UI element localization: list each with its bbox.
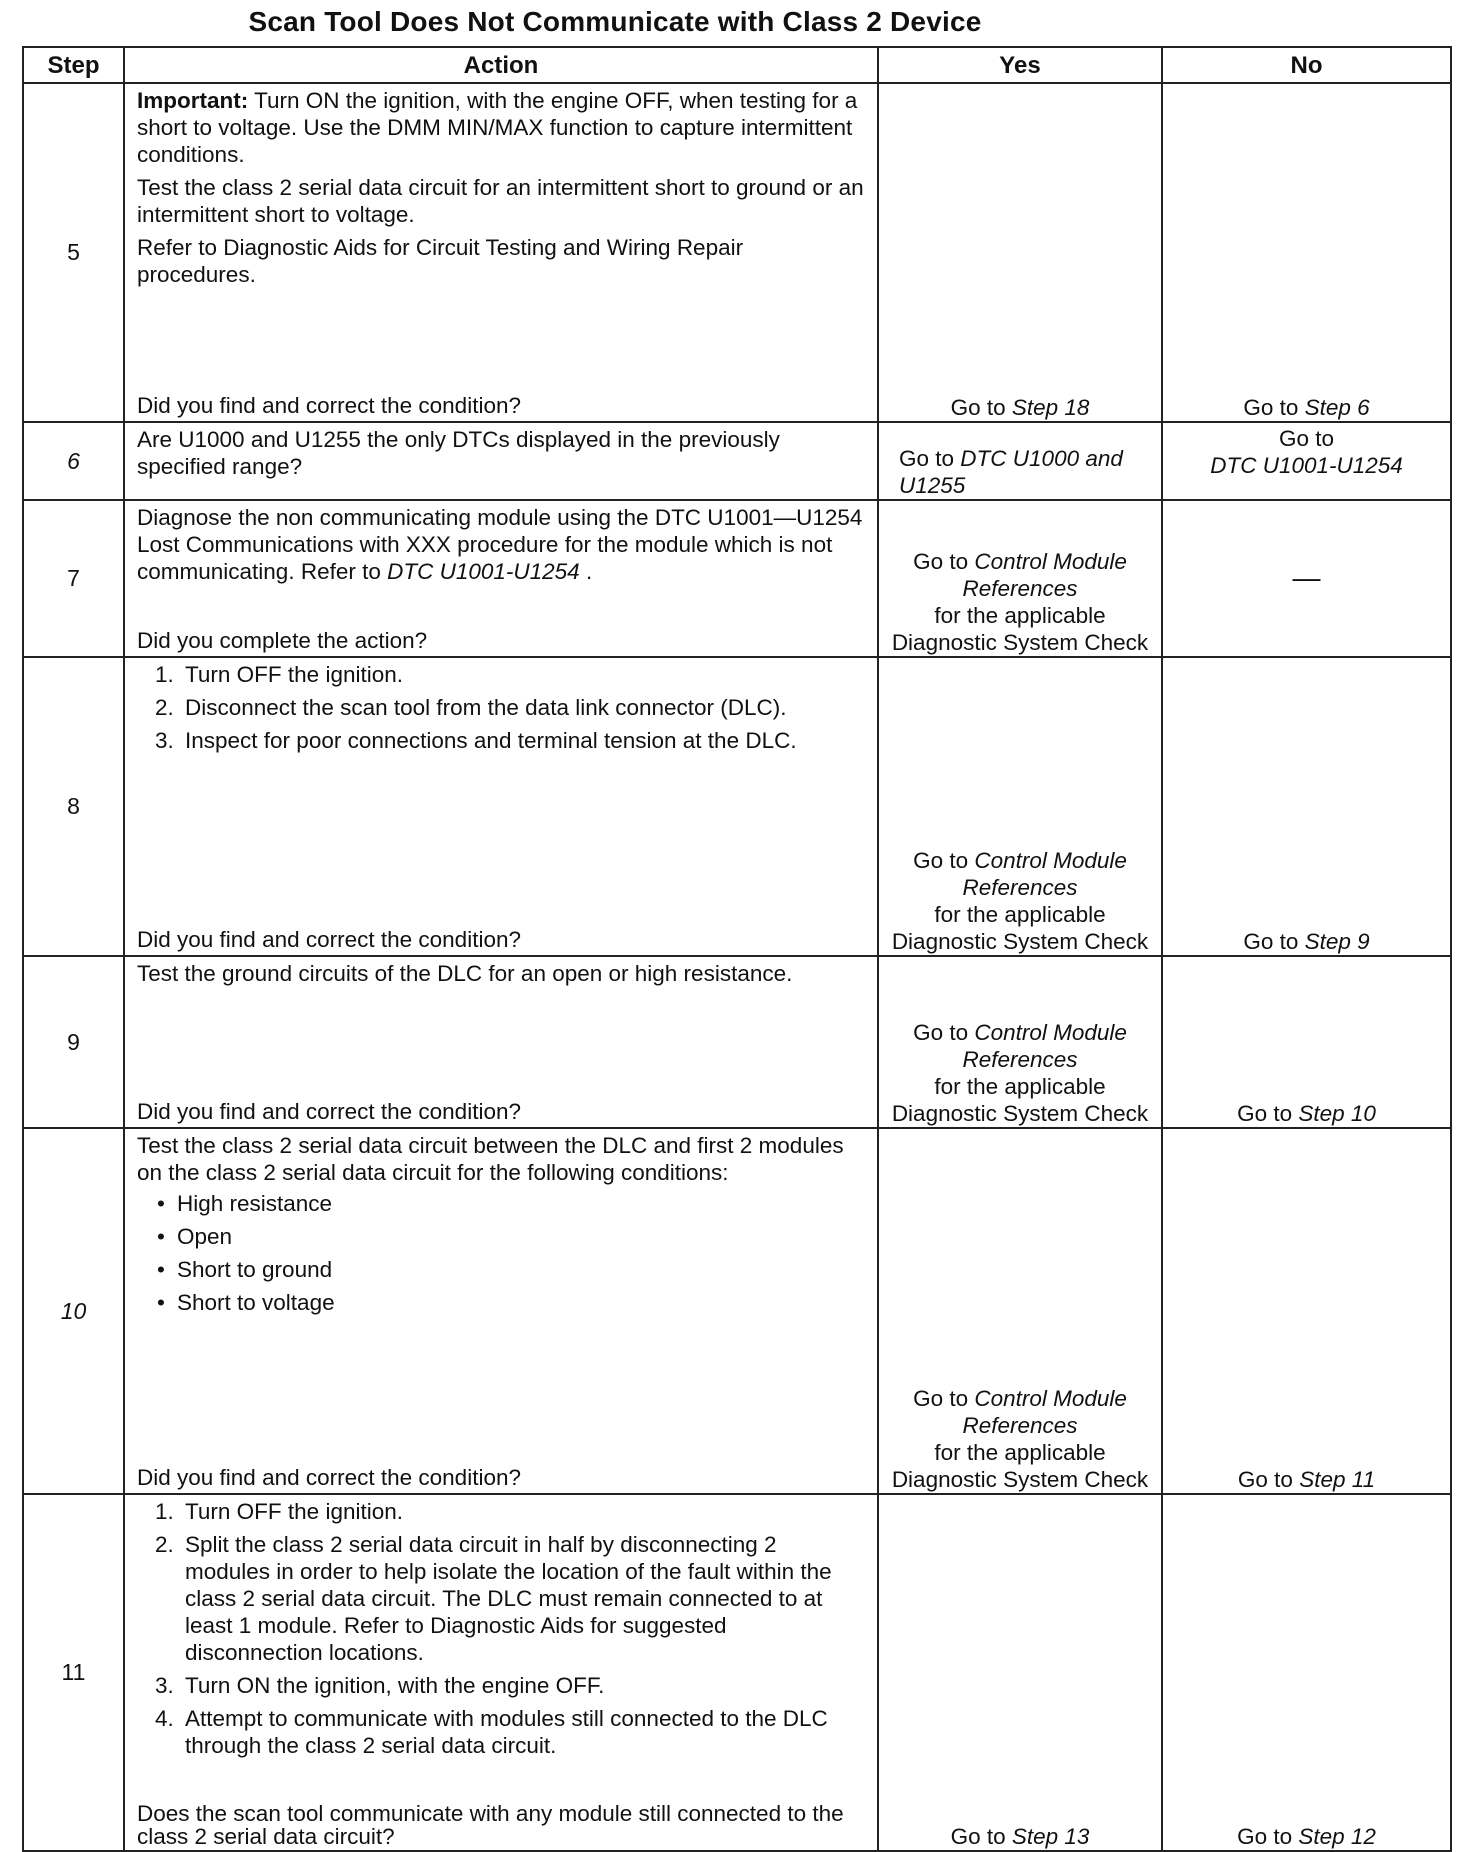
step-number: 11: [23, 1494, 124, 1851]
item-text: Disconnect the scan tool from the data link connector (DLC).: [185, 695, 787, 720]
list-item: • Short to voltage: [137, 1289, 867, 1316]
action-question: Are U1000 and U1255 the only DTCs displayed in the previously specified range?: [137, 427, 780, 479]
no-prefix: Go to: [1278, 426, 1335, 451]
action-steps: [137, 1498, 867, 1765]
action-question: Did you find and correct the condition?: [137, 1465, 521, 1490]
action-text: Test the class 2 serial data circuit for an intermittent short to ground or an intermittent short to voltage.: [137, 175, 864, 227]
yes-prefix: Go to: [913, 1386, 975, 1411]
yes-suffix: for the applicable Diagnostic System Check: [891, 1074, 1149, 1126]
item-number: 3.: [155, 1673, 174, 1698]
action-question: Did you find and correct the condition?: [137, 927, 521, 952]
no-cell: [1162, 422, 1451, 500]
yes-prefix: Go to: [913, 549, 975, 574]
item-number: 2.: [155, 1532, 174, 1557]
table-row: [23, 1494, 1451, 1851]
list-item: [137, 661, 867, 688]
yes-prefix: Go to: [950, 395, 1012, 420]
no-link[interactable]: Step 11: [1299, 1467, 1376, 1492]
table-row: [23, 657, 1451, 956]
item-number: 1.: [155, 662, 174, 687]
table-row: [23, 500, 1451, 657]
item-number: 1.: [155, 1499, 174, 1524]
action-cell: [124, 657, 878, 956]
table-row: [23, 83, 1451, 422]
no-cell: [1162, 956, 1451, 1128]
step-number: 9: [23, 956, 124, 1128]
no-cell: [1162, 1128, 1451, 1494]
no-link[interactable]: DTC U1001-U1254: [1210, 453, 1403, 478]
yes-link[interactable]: Control Module References: [962, 549, 1127, 601]
item-text: Turn ON the ignition, with the engine OFF.: [185, 1673, 605, 1698]
list-item: [137, 694, 867, 721]
yes-cell: [878, 657, 1162, 956]
header-yes: Yes: [878, 47, 1162, 83]
action-cell: [124, 1128, 878, 1494]
no-link[interactable]: Step 9: [1304, 929, 1370, 954]
action-cell: [124, 83, 878, 422]
no-prefix: Go to: [1237, 1101, 1299, 1126]
yes-cell: [878, 500, 1162, 657]
list-item: • High resistance: [137, 1190, 867, 1217]
yes-cell: [878, 956, 1162, 1128]
yes-prefix: Go to: [950, 1824, 1012, 1849]
action-cell: [124, 956, 878, 1128]
yes-prefix: Go to: [913, 1020, 975, 1045]
action-text: Test the ground circuits of the DLC for an open or high resistance.: [137, 961, 793, 986]
yes-link[interactable]: Step 13: [1011, 1824, 1090, 1849]
yes-link[interactable]: Control Module References: [962, 1386, 1127, 1438]
important-label: Important:: [137, 88, 249, 113]
list-item: • Short to ground: [137, 1256, 867, 1283]
important-note: [137, 87, 867, 168]
no-link[interactable]: Step 12: [1298, 1824, 1376, 1849]
yes-link[interactable]: Step 18: [1011, 395, 1090, 420]
action-steps: [137, 661, 867, 760]
step-number: 6: [23, 422, 124, 500]
item-number: 3.: [155, 728, 174, 753]
action-text: [137, 504, 867, 585]
list-item: [137, 727, 867, 754]
list-item: [137, 1498, 867, 1525]
action-text-end: .: [579, 559, 593, 584]
action-cell: [124, 1494, 878, 1851]
yes-link[interactable]: Control Module References: [962, 1020, 1127, 1072]
action-cell: [124, 500, 878, 657]
list-item: • Open: [137, 1223, 867, 1250]
item-number: 2.: [155, 695, 174, 720]
yes-suffix: for the applicable Diagnostic System Check: [891, 603, 1149, 655]
no-link[interactable]: Step 6: [1304, 395, 1370, 420]
no-prefix: Go to: [1243, 395, 1305, 420]
item-text: Inspect for poor connections and terminal tension at the DLC.: [185, 728, 797, 753]
yes-cell: [878, 422, 1162, 500]
item-text: Attempt to communicate with modules still connected to the DLC through the class 2 serial data circuit.: [185, 1706, 828, 1758]
no-cell: [1162, 657, 1451, 956]
table-row: [23, 422, 1451, 500]
no-prefix: Go to: [1243, 929, 1305, 954]
no-dash: —: [1292, 562, 1321, 593]
table-row: [23, 956, 1451, 1128]
action-question: Does the scan tool communicate with any module still connected to the class 2 serial data circuit?: [137, 1801, 844, 1849]
yes-link[interactable]: DTC U1000 and U1255: [899, 446, 1123, 498]
item-text: Split the class 2 serial data circuit in half by disconnecting 2 modules in order to help isolate the location of the fault within the class 2 serial data circuit. The DLC must remain connected to at least 1 module. Refer to Diagnostic Aids for suggested disconnection locations.: [185, 1532, 832, 1665]
yes-cell: [878, 83, 1162, 422]
action-question: Did you find and correct the condition?: [137, 393, 521, 418]
yes-prefix: Go to: [913, 848, 975, 873]
no-link[interactable]: Step 10: [1298, 1101, 1376, 1126]
yes-link[interactable]: Control Module References: [962, 848, 1127, 900]
item-text: Turn OFF the ignition.: [185, 1499, 404, 1524]
header-action: Action: [124, 47, 878, 83]
yes-suffix: for the applicable Diagnostic System Check: [891, 902, 1149, 954]
action-ref-link[interactable]: DTC U1001-U1254: [387, 559, 580, 584]
action-text-main: Diagnose the non communicating module using the DTC U1001—U1254 Lost Communications with XXX procedure for the module which is not communicating. Refer to: [137, 505, 863, 584]
header-row: [23, 47, 1451, 83]
yes-cell: [878, 1128, 1162, 1494]
header-step: Step: [23, 47, 124, 83]
step-number: 8: [23, 657, 124, 956]
action-question: Did you complete the action?: [137, 628, 428, 653]
no-prefix: Go to: [1237, 1467, 1300, 1492]
table-row: [23, 1128, 1451, 1494]
list-item: [137, 1705, 867, 1759]
no-cell: [1162, 500, 1451, 657]
action-cell: [124, 422, 878, 500]
page-title: Scan Tool Does Not Communicate with Class 2 Device: [248, 6, 982, 37]
step-number: 7: [23, 500, 124, 657]
no-cell: [1162, 1494, 1451, 1851]
conditions-list: [137, 1190, 867, 1316]
diagnostic-table: [22, 46, 1452, 1852]
header-no: No: [1162, 47, 1451, 83]
yes-cell: [878, 1494, 1162, 1851]
yes-suffix: for the applicable Diagnostic System Check: [891, 1440, 1149, 1492]
action-text: Test the class 2 serial data circuit between the DLC and first 2 modules on the class 2 serial data circuit for the following conditions:: [137, 1133, 844, 1185]
step-number: 5: [23, 83, 124, 422]
list-item: [137, 1531, 867, 1666]
no-prefix: Go to: [1237, 1824, 1299, 1849]
item-number: 4.: [155, 1706, 174, 1731]
action-question: Did you find and correct the condition?: [137, 1099, 521, 1124]
step-number: 10: [23, 1128, 124, 1494]
action-text: Refer to Diagnostic Aids for Circuit Testing and Wiring Repair procedures.: [137, 235, 744, 287]
yes-prefix: Go to: [899, 446, 961, 471]
important-text: Turn ON the ignition, with the engine OFF, when testing for a short to voltage. Use the DMM MIN/MAX function to capture intermittent conditions.: [137, 88, 858, 167]
list-item: [137, 1672, 867, 1699]
no-cell: [1162, 83, 1451, 422]
item-text: Turn OFF the ignition.: [185, 662, 404, 687]
